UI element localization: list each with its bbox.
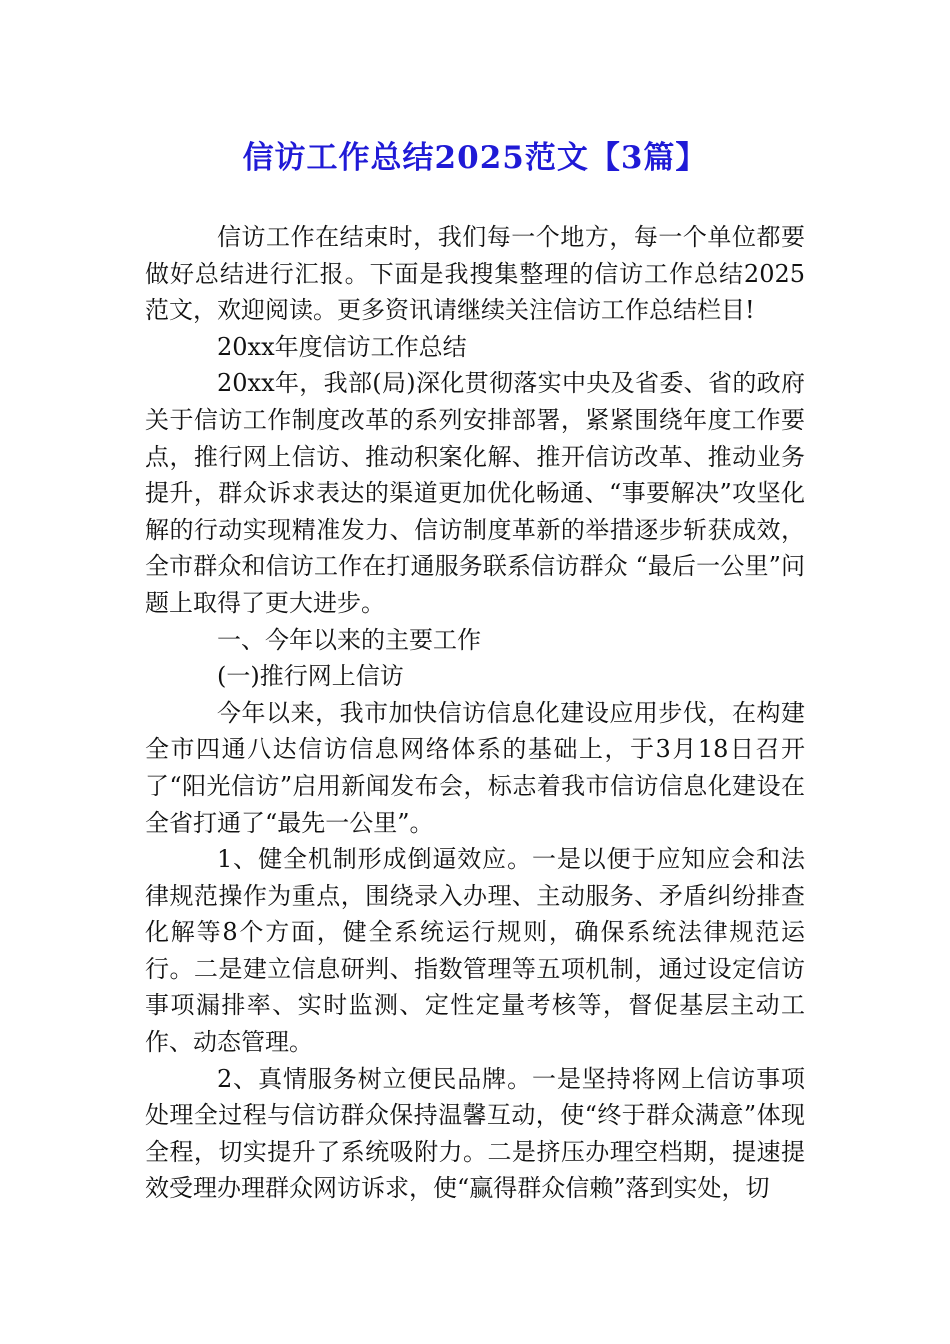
section-heading-main-work: 一、今年以来的主要工作	[217, 625, 481, 654]
paragraph-intro: 信访工作在结束时，我们每一个地方，每一个单位都要做好总结进行汇报。下面是我搜集整理的信访工作总结2025范文，欢迎阅读。更多资讯请继续关注信访工作总结栏目!	[145, 223, 805, 325]
document-title: 信访工作总结2025范文【3篇】	[242, 140, 708, 176]
paragraph-overview: 20xx年，我部(局)深化贯彻落实中央及省委、省的政府关于信访工作制度改革的系列安排部署，紧紧围绕年度工作要点，推行网上信访、推动积案化解、推开信访改革、推动业务提升，群众诉求表达的渠道更加优化畅通、“事要解决”攻坚化解的行动实现精准发力、信访制度革新的举措逐步斩获成效，全市群众和信访工作在打通服务联系信访群众 “最后一公里”问题上取得了更大进步。	[145, 369, 805, 617]
section-heading-annual-summary: 20xx年度信访工作总结	[217, 332, 467, 361]
paragraph-item-2: 2、真情服务树立便民品牌。一是坚持将网上信访事项处理全过程与信访群众保持温馨互动，使“终于群众满意”体现全程，切实提升了系统吸附力。二是挤压办理空档期，提速提效受理办理群众网访诉求，使“赢得群众信赖”落到实处，切	[145, 1064, 805, 1203]
subsection-heading-online-petition: (一)推行网上信访	[217, 662, 404, 691]
paragraph-online-petition: 今年以来，我市加快信访信息化建设应用步伐，在构建全市四通八达信访信息网络体系的基础上，于3月18日召开了“阳光信访”启用新闻发布会，标志着我市信访信息化建设在全省打通了“最先一公里”。	[145, 698, 805, 837]
document-body	[145, 219, 805, 1207]
paragraph-item-1: 1、健全机制形成倒逼效应。一是以便于应知应会和法律规范操作为重点，围绕录入办理、主动服务、矛盾纠纷排查化解等8个方面，健全系统运行规则，确保系统法律规范运行。二是建立信息研判、指数管理等五项机制，通过设定信访事项漏排率、实时监测、定性定量考核等，督促基层主动工作、动态管理。	[145, 845, 805, 1057]
